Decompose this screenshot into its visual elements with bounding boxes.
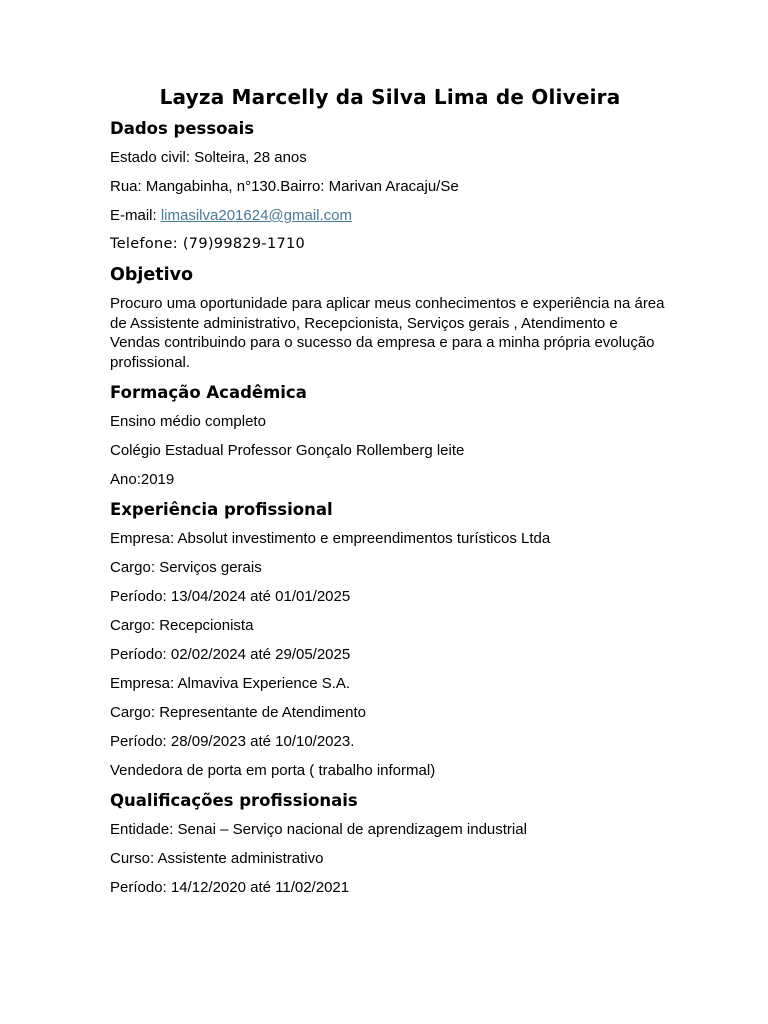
education-line: Ensino médio completo [110,413,266,430]
experience-line: Cargo: Representante de Atendimento [110,704,367,721]
qualification-line: Curso: Assistente administrativo [110,850,324,867]
experience-line: Empresa: Almaviva Experience S.A. [110,675,351,692]
email-link[interactable]: limasilva201624@gmail.com [160,207,352,224]
experience-line: Cargo: Recepcionista [110,617,254,634]
education-heading: Formação Acadêmica [110,383,307,402]
phone: Telefone: (79)99829-1710 [110,236,306,252]
resume-name-title: Layza Marcelly da Silva Lima de Oliveira [159,85,621,109]
objective-heading: Objetivo [110,265,194,285]
objective-text: Procuro uma oportunidade para aplicar meus conhecimentos e experiência na área de Assistente administrativo, Recepcionista, Serviços gerais , Atendimento e Vendas contribuindo para o sucesso da empresa e para a minha própria evolução profissional. [110,295,665,371]
qualifications-heading: Qualificações profissionais [110,791,358,810]
resume-page [110,80,670,907]
qualification-line: Período: 14/12/2020 até 11/02/2021 [110,879,350,896]
experience-line: Cargo: Serviços gerais [110,559,262,576]
education-line: Colégio Estadual Professor Gonçalo Rollemberg leite [110,442,465,459]
email-label: E-mail: [110,207,161,224]
email-line [110,206,670,226]
experience-line: Período: 13/04/2024 até 01/01/2025 [110,588,351,605]
marital-status: Estado civil: Solteira, 28 anos [110,149,307,166]
experience-line: Período: 28/09/2023 até 10/10/2023. [110,733,355,750]
education-line: Ano:2019 [110,471,175,488]
experience-heading: Experiência profissional [110,500,333,519]
experience-line: Período: 02/02/2024 até 29/05/2025 [110,646,351,663]
experience-line: Empresa: Absolut investimento e empreendimentos turísticos Ltda [110,530,551,547]
address: Rua: Mangabinha, n°130.Bairro: Marivan Aracaju/Se [110,178,459,195]
qualification-line: Entidade: Senai – Serviço nacional de aprendizagem industrial [110,821,527,838]
experience-line: Vendedora de porta em porta ( trabalho informal) [110,762,436,779]
personal-data-heading: Dados pessoais [110,119,255,138]
